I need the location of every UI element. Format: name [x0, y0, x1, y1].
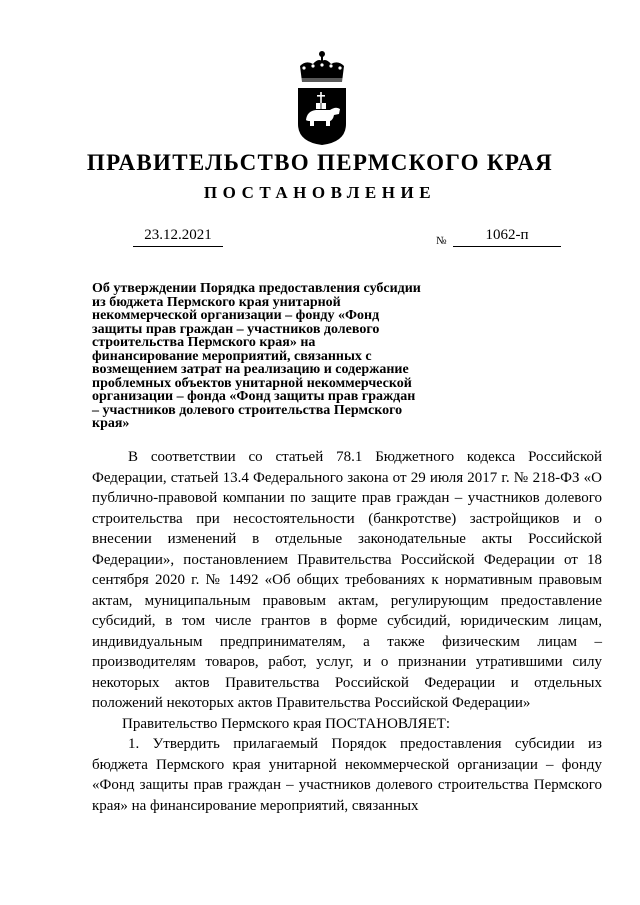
document-date: 23.12.2021 [133, 227, 223, 247]
shield-icon [298, 88, 346, 145]
document-number: 1062-п [453, 227, 561, 247]
coat-of-arms-icon [292, 50, 352, 146]
preamble-paragraph: В соответствии со статьей 78.1 Бюджетного кодекса Российской Федерации, статьей 13.4 Федерального закона от 29 июля 2017 г. № 218-ФЗ «О публично-правовой компании по защите прав граждан – участников долевого строительства при несостоятельности (банкротстве) застройщиков и о внесении изменений в отдельные законодательные акты Российской Федерации», постановлением Правительства Российской Федерации от 18 сентября 2020 г. № 1492 «Об общих требованиях к нормативным правовым актам, муниципальным правовым актам, регулирующим предоставление субсидий, в том числе грантов в форме субсидий, юридическим лицам, индивидуальным предпринимателям, а также физическим лицам – производителям товаров, работ, услуг, и о признании утратившими силу некоторых актов Правительства Российской Федерации и отдельных положений некоторых актов Правительства Российской Федерации» [92, 449, 602, 711]
item-1-paragraph: 1. Утвердить прилагаемый Порядок предоставления субсидии из бюджета Пермского края унитарной некоммерческой организации – фонду «Фонд защиты прав граждан – участников долевого строительства Пермского края» на финансирование мероприятий, связанных [92, 736, 602, 814]
resolution-line: Правительство Пермского края ПОСТАНОВЛЯЕТ: [122, 715, 451, 732]
document-type: ПОСТАНОВЛЕНИЕ [203, 183, 437, 202]
crown-icon [300, 51, 344, 82]
organization-name: ПРАВИТЕЛЬСТВО ПЕРМСКОГО КРАЯ [86, 150, 554, 175]
document-body [92, 447, 602, 816]
number-sign: № [436, 235, 447, 247]
document-title: Об утверждении Порядка предоставления субсидии из бюджета Пермского края унитарной некоммерческой организации – фонду «Фонд защиты прав граждан – участников долевого строительства Пермского края» на финансирование мероприятий, связанных с возмещением затрат на реализацию и содержание проблемных объектов унитарной некоммерческой организации – фонда «Фонд защиты прав граждан – участников долевого строительства Пермского края» [92, 281, 421, 431]
